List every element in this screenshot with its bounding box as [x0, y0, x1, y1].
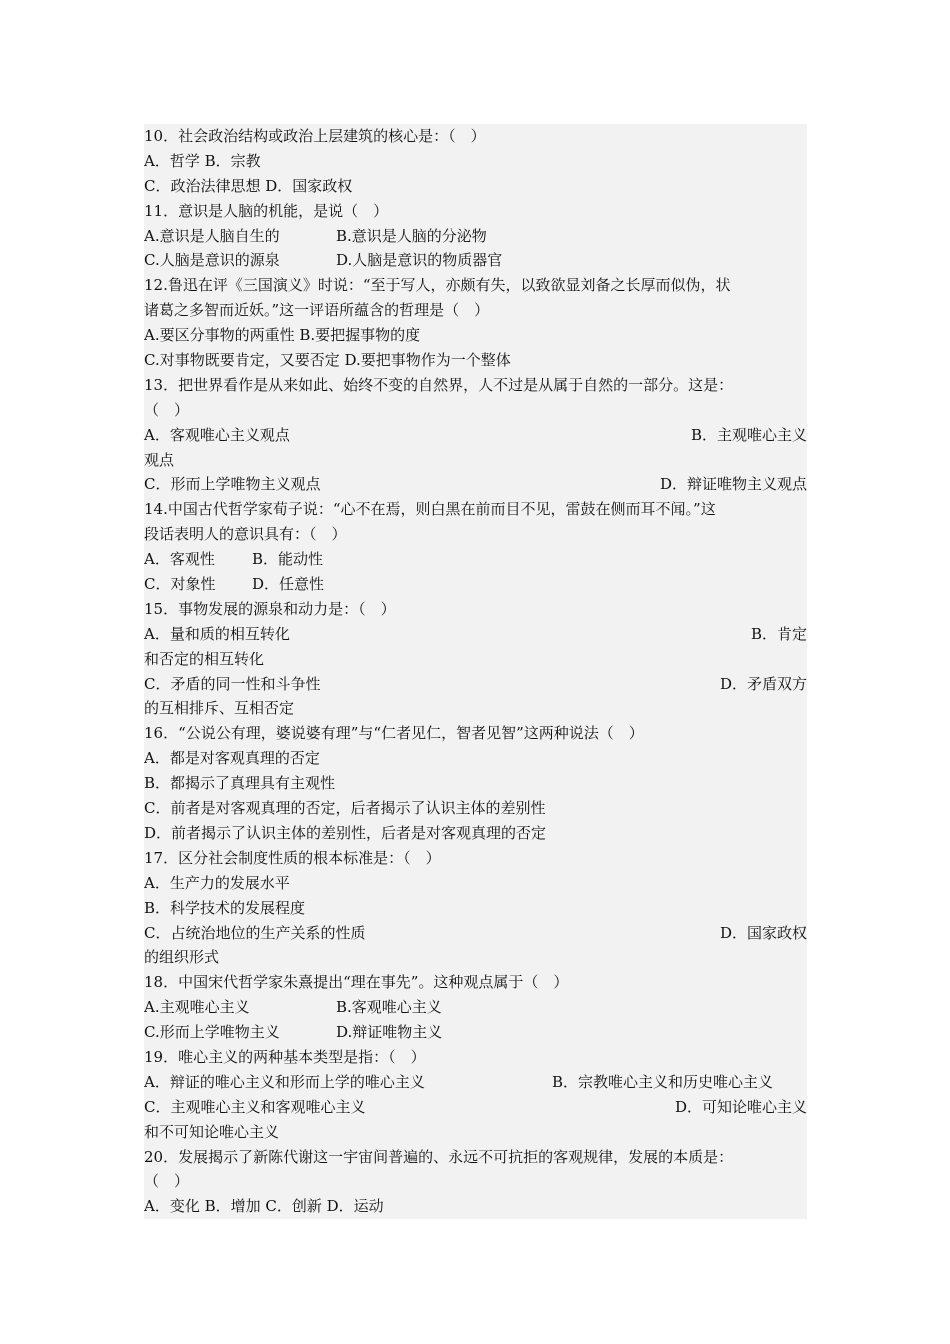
option-c: C．占统治地位的生产关系的性质	[144, 923, 366, 942]
question-15-options-ab	[144, 622, 807, 647]
question-15-options-cd	[144, 672, 807, 697]
option-b: B．能动性	[252, 550, 324, 569]
question-14-options-ab	[144, 547, 807, 572]
option-d: D.人脑是意识的物质器官	[336, 251, 503, 270]
question-10-options-cd: C．政治法律思想 D．国家政权	[144, 176, 353, 195]
option-a: A．辩证的唯心主义和形而上学的唯心主义	[144, 1072, 425, 1091]
question-13-options-ab	[144, 423, 807, 448]
question-12-stem-line2: 诸葛之多智而近妖。”这一评语所蕴含的哲理是（ ）	[144, 301, 490, 320]
option-d: D．国家政权	[719, 923, 807, 942]
option-b: B.意识是人脑的分泌物	[336, 226, 487, 245]
option-d: D．前者揭示了认识主体的差别性，后者是对客观真理的否定	[144, 823, 547, 842]
option-a: A.主观唯心主义	[144, 998, 250, 1017]
question-14-stem-line1: 14.中国古代哲学家荀子说：“心不在焉，则白黑在前而目不见，雷鼓在侧而耳不闻。”这	[144, 500, 716, 519]
question-17-stem: 17．区分社会制度性质的根本标准是：（ ）	[144, 848, 441, 867]
option-d-continued: 和不可知论唯心主义	[144, 1122, 280, 1141]
question-13-stem-line1: 13．把世界看作是从来如此、始终不变的自然界，人不过是从属于自然的一部分。这是：	[144, 375, 734, 394]
option-a: A．客观唯心主义观点	[144, 425, 290, 444]
question-14-options-cd	[144, 572, 807, 597]
question-17-options-cd	[144, 921, 807, 946]
question-18-stem: 18．中国宋代哲学家朱熹提出“理在事先”。这种观点属于（ ）	[144, 973, 569, 992]
option-a: A．生产力的发展水平	[144, 873, 290, 892]
option-c: C．矛盾的同一性和斗争性	[144, 674, 321, 693]
option-b: B．都揭示了真理具有主观性	[144, 774, 336, 793]
option-a: A．量和质的相互转化	[144, 624, 290, 643]
option-c: C．对象性	[144, 575, 216, 594]
question-10-options-ab: A．哲学 B．宗教	[144, 151, 261, 170]
question-20-options: A．变化 B．增加 C．创新 D．运动	[144, 1197, 384, 1216]
question-11-stem: 11．意识是人脑的机能，是说（ ）	[144, 201, 389, 220]
option-d: D．任意性	[252, 575, 325, 594]
option-b: B．宗教唯心主义和历史唯心主义	[552, 1072, 774, 1091]
option-d: D．可知论唯心主义	[674, 1097, 807, 1116]
option-c: C．主观唯心主义和客观唯心主义	[144, 1097, 366, 1116]
option-a: A．都是对客观真理的否定	[144, 749, 320, 768]
option-d: D.辩证唯物主义	[336, 1023, 443, 1042]
question-12-options-cd: C.对事物既要肯定，又要否定 D.要把事物作为一个整体	[144, 351, 511, 370]
option-b: B．主观唯心主义	[690, 425, 807, 444]
option-c: C．前者是对客观真理的否定，后者揭示了认识主体的差别性	[144, 799, 546, 818]
question-12-stem-line1: 12.鲁迅在评《三国演义》时说：“至于写人，亦颇有失，以致欲显刘备之长厚而似伪，状	[144, 276, 731, 295]
option-b: B.客观唯心主义	[336, 998, 442, 1017]
question-20-stem-line1: 20．发展揭示了新陈代谢这一宇宙间普遍的、永远不可抗拒的客观规律，发展的本质是：	[144, 1147, 734, 1166]
question-10-stem: 10．社会政治结构或政治上层建筑的核心是：（ ）	[144, 127, 486, 145]
option-d-continued: 的组织形式	[144, 948, 220, 967]
option-b-continued: 和否定的相互转化	[144, 649, 265, 668]
question-19-options-cd	[144, 1095, 807, 1120]
question-15-stem: 15．事物发展的源泉和动力是：（ ）	[144, 599, 396, 618]
question-page	[144, 124, 807, 1219]
question-18-options-cd	[144, 1020, 807, 1045]
option-d-continued: 的互相排斥、互相否定	[144, 699, 295, 718]
question-14-stem-line2: 段话表明人的意识具有：（ ）	[144, 525, 347, 544]
question-11-options-cd	[144, 248, 807, 273]
option-d: D．矛盾双方	[719, 674, 807, 693]
option-b: B．科学技术的发展程度	[144, 898, 306, 917]
option-a: A．客观性	[144, 550, 215, 569]
question-18-options-ab	[144, 995, 807, 1020]
option-c: C.形而上学唯物主义	[144, 1023, 280, 1042]
question-12-options-ab: A.要区分事物的两重性 B.要把握事物的度	[144, 326, 421, 345]
option-b-continued: 观点	[144, 450, 175, 469]
option-c: C.人脑是意识的源泉	[144, 251, 280, 270]
question-16-stem: 16．“公说公有理，婆说婆有理”与“仁者见仁，智者见智”这两种说法（ ）	[144, 724, 644, 743]
question-13-stem-line2: （ ）	[144, 400, 190, 419]
question-20-stem-line2: （ ）	[144, 1172, 190, 1191]
question-11-options-ab	[144, 224, 807, 249]
option-b: B．肯定	[750, 624, 807, 643]
option-a: A.意识是人脑自生的	[144, 226, 280, 245]
question-19-stem: 19．唯心主义的两种基本类型是指：（ ）	[144, 1047, 426, 1066]
question-13-options-cd	[144, 472, 807, 497]
question-19-options-ab	[144, 1070, 807, 1095]
option-d: D．辩证唯物主义观点	[659, 475, 807, 494]
option-c: C．形而上学唯物主义观点	[144, 475, 321, 494]
